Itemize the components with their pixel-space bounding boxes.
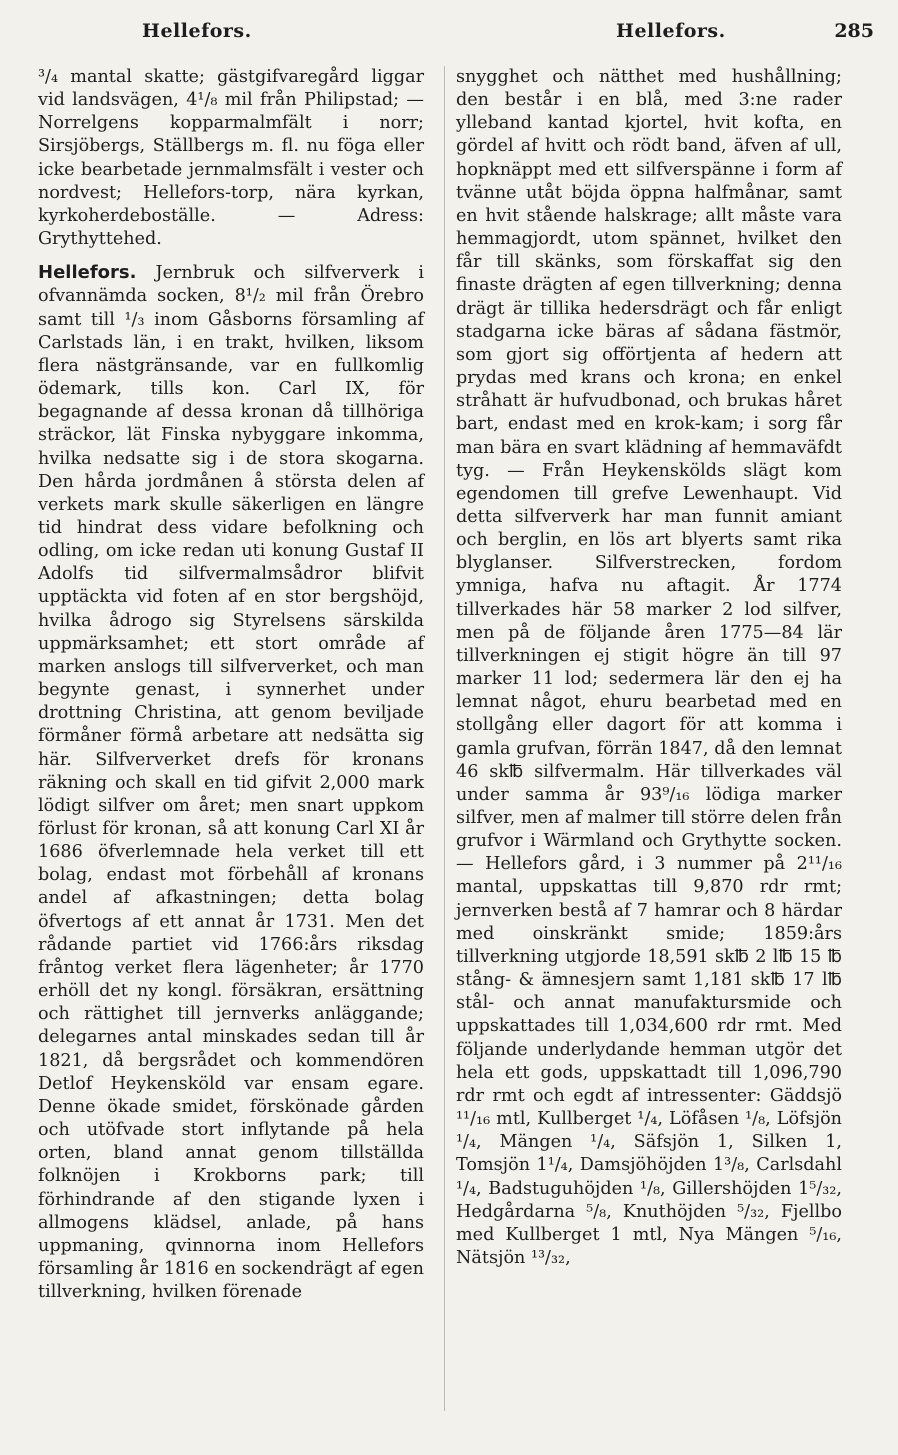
column-divider xyxy=(444,66,445,1411)
left-column xyxy=(38,66,424,1304)
page-number: 285 xyxy=(834,20,874,42)
header-left-title: Hellefors. xyxy=(142,20,252,42)
paragraph-mantal: ³/₄ mantal skatte; gästgifvaregård liggar vid landsvägen, 4¹/₈ mil från Philipstad; — Norrelgens kopparmalmfält i norr; Sirsjöbergs, Ställbergs m. fl. nu föga eller icke bearbetade jernmalmsfält i vester och nordvest; Hellefors-torp, nära kyrkan, kyrkoherdeboställe. — Adress: Grythyttehed. xyxy=(38,67,424,250)
running-header xyxy=(38,20,874,48)
entry-keyword: Hellefors. xyxy=(38,262,137,284)
paragraph-continuation: snygghet och nätthet med hushållning; den består i en blå, med 3:ne rader ylleband kantad kjortel, hvit kofta, en gördel af hvitt och rödt band, äfven af ull, hopknäppt med ett silfverspänne i form af tvänne utåt böjda öppna halfmånar, samt en hvit stående halskrage; allt måste vara hemmagjordt, utom spännet, hvilket den får till skänks, som förskaffat sig den finaste drägten af egen tillverkning; denna drägt är tillika hedersdrägt och får enligt stadgarna icke bäras af sådana fästmör, som gjort sig offörtjenta af hedern att prydas med krans och krona; en enkel stråhatt är hufvudbonad, och brukas håret bart, endast med en krok-kam; i sorg får man bära en svart klädning af hemmaväfdt tyg. — Från Heykenskölds slägt kom egendomen till grefve Lewenhaupt. Vid detta silfververk har man funnit amiant och berglin, en lös art blyerts samt rika blyglanser. Silfverstrecken, fordom ymniga, hafva nu aftagit. År 1774 tillverkades här 58 marker 2 lod silfver, men på de följande åren 1775—84 lär tillverkningen ej stigit högre än till 97 marker 11 lod; sedermera lär den ej ha lemnat något, ehuru bearbetad med en stollgång eller dagort för att komma i gamla grufvan, förrän 1847, då den lemnat 46 sk℔ silfvermalm. Här tillverkades väl under samma år 93⁹/₁₆ lödiga marker silfver, men af malmer till större delen från grufvor i Wärmland och Grythytte socken. — Hellefors gård, i 3 nummer på 2¹¹/₁₆ mantal, uppskattas till 9,870 rdr rmt; jernverken bestå af 7 hamrar och 8 härdar med oinskränkt smide; 1859:års tillverkning utgjorde 18,591 sk℔ 2 l℔ 15 ℔ stång- & ämnesjern samt 1,181 sk℔ 17 l℔ stål- och annat manufaktursmide och uppskattades till 1,034,600 rdr rmt. Med följande underlydande hemman utgör det hela ett gods, uppskattadt till 1,096,790 rdr rmt och egdt af intressenter: Gäddsjö ¹¹/₁₆ mtl, Kullberget ¹/₄, Löfåsen ¹/₈, Löfsjön ¹/₄, Mängen ¹/₄, Säfsjön 1, Silken 1, Tomsjön 1¹/₄, Damsjöhöjden 1³/₈, Carlsdahl ¹/₄, Badstuguhöjden ¹/₈, Gillershöjden 1⁵/₃₂, Hedgårdarna ⁵/₈, Knuthöjden ⁵/₃₂, Fjellbo med Kullberget 1 mtl, Nya Mängen ⁵/₁₆, Nätsjön ¹³/₃₂, xyxy=(456,67,842,1268)
paragraph-hellefors xyxy=(38,261,424,1304)
header-right-title: Hellefors. xyxy=(616,20,726,42)
right-column xyxy=(456,66,842,1270)
paragraph-hellefors-text: Jernbruk och silfververk i ofvannämda socken, 8¹/₂ mil från Örebro samt till ¹/₃ inom Gåsborns församling af Carlstads län, i en trakt, hvilken, liksom flera nästgränsande, var en fullkomlig ödemark, tills kon. Carl IX, för begagnande af dessa kronan då tillhöriga sträckor, lät Finska nybyggare inkomma, hvilka nedsatte sig i de stora skogarna. Den hårda jordmånen å största delen af verkets mark skulle säkerligen en längre tid hindrat dess vidare befolkning och odling, om icke redan uti konung Gustaf II Adolfs tid silfvermalmsådror blifvit upptäckta vid foten af en stor bergshöjd, hvilka ådrogo sig Styrelsens särskilda uppmärksamhet; ett stort område af marken anslogs till silfververket, och man begynte genast, i synnerhet under drottning Christina, att genom beviljade förmåner förmå arbetare att nedsätta sig här. Silfververket drefs för kronans räkning och skall en tid gifvit 2,000 mark lödigt silfver om året; men snart uppkom förlust för kronan, så att konung Carl XI år 1686 öfverlemnade hela verket till ett bolag, endast mot förbehåll af kronans andel af afkastningen; detta bolag öfvertogs af ett annat år 1731. Men det rådande partiet vid 1766:års riksdag fråntog verket flera lägenheter; år 1770 erhöll det ny kongl. försäkran, ersättning och rättighet till jernverks anläggande; delegarnes antal minskades sedan till år 1821, då bergsrådet och kommendören Detlof Heykensköld var ensam egare. Denne ökade smidet, förskönade gården och utöfvade stort inflytande på hela orten, bland annat genom tillställda folknöjen i Krokborns park; till förhindrande af den stigande lyxen i allmogens klädsel, anlade, på hans uppmaning, qvinnorna inom Hellefors församling år 1816 en sockendrägt af egen tillverkning, hvilken förenade xyxy=(38,263,424,1303)
